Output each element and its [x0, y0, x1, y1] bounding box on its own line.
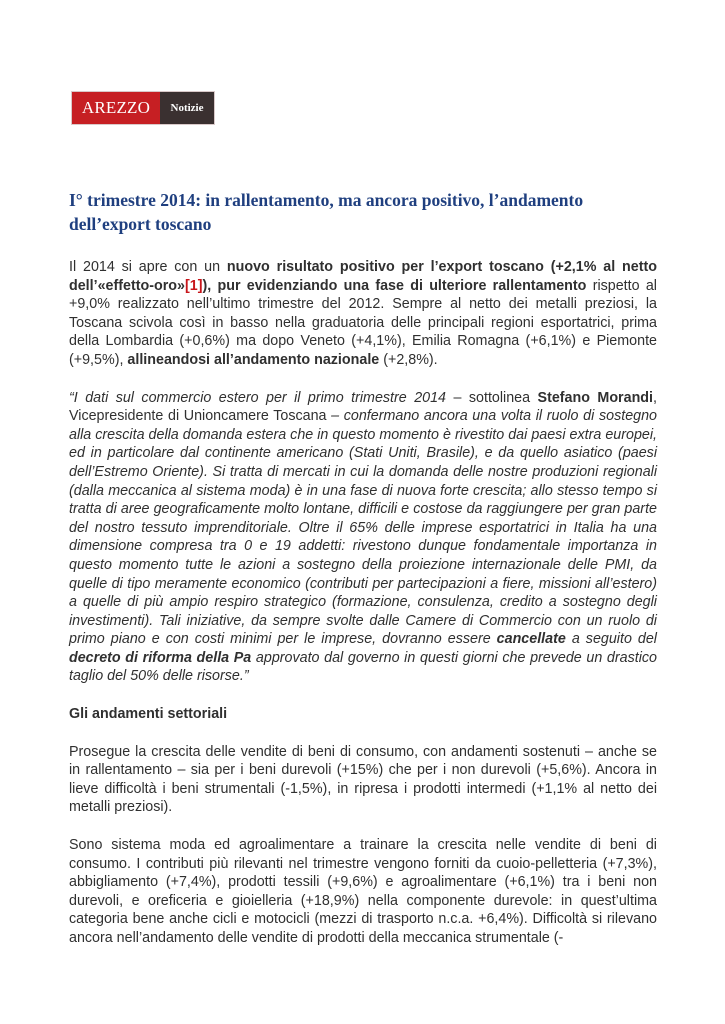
text-run-bold: allineandosi all’andamento nazionale [127, 351, 380, 368]
section-heading: Gli andamenti settoriali [69, 706, 228, 723]
text-run: – sottolinea [446, 389, 538, 406]
paragraph-quote [69, 389, 657, 687]
footnote-link[interactable]: [1] [184, 277, 203, 294]
article-body [69, 258, 657, 967]
quote-run-bold: decreto di riforma della Pa [69, 649, 252, 666]
quote-run: a seguito del [565, 631, 657, 648]
paragraph-sectors-1: Prosegue la crescita delle vendite di beni di consumo, con andamenti sostenuti – anche se in rallentamento – sia per i beni durevoli (+15%) che per i non durevoli (+5,6%). Ancora in lieve difficoltà i beni strumentali (-1,5%), in ripresa i prodotti intermedi (+1,1% al netto dei metalli preziosi). [69, 743, 657, 816]
quote-run: – confermano ancora una volta il ruolo di sostegno alla crescita della domanda estera che in questo momento è rivestito dai paesi extra europei, ed in particolare dal continente americano (Stati Uniti, Brasile), e da quello asiatico (paesi dell’Estremo Oriente). Si tratta di mercati in cui la domanda delle nostre produzioni regionali (dalla meccanica al sistema moda) è in una fase di nuova forte crescita; allo stesso tempo si tratta di aree geograficamente molto lontane, difficili e costose da raggiungere per gran parte del nostro tessuto imprenditoriale. Oltre il 65% delle imprese esportatrici in Italia ha una dimensione compresa tra 0 e 19 addetti: rivestono dunque fondamentale importanza in questo momento tutte le azioni a sostegno della proiezione internazionale delle PMI, da quelle di tipo meramente economico (contributi per partecipazioni a fiere, missioni all’estero) a quelle di più ampio respiro strategico (formazione, consulenza, credito a sostegno degli investimenti). Tali iniziative, da sempre svolte dalle Camere di Commercio con un ruolo di primo piano e con costi minimi per le imprese, dovranno essere [69, 408, 657, 648]
speaker-name: Stefano Morandi [537, 389, 654, 406]
text-run: rispetto al +9,0% realizzato nell’ultimo trimestre del 2012. Sempre al netto dei metalli preziosi, la Toscana scivola così in basso nella graduatoria delle principali regioni esportatrici, prima della Lombardia (+0,6%) ma dopo Veneto (+4,1%), Emilia Romagna (+6,1%) e Piemonte (+9,5%), [69, 277, 657, 368]
quote-run-bold: cancellate [496, 631, 566, 648]
text-run: , Vicepresidente di Unioncamere Toscana [69, 389, 657, 425]
text-run: Il 2014 si apre con un [69, 259, 227, 275]
quote-run: “I dati sul commercio estero per il primo trimestre 2014 [69, 389, 446, 406]
arezzo-notizie-logo [72, 92, 214, 124]
logo-sub-text: Notizie [160, 92, 214, 124]
text-run: (+2,8%). [379, 351, 438, 368]
paragraph-intro [69, 258, 657, 370]
logo-main-text: AREZZO [72, 92, 160, 124]
paragraph-sectors-2: Sono sistema moda ed agroalimentare a trainare la crescita nelle vendite di beni di consumo. I contributi più rilevanti nel trimestre vengono forniti da cuoio-pelletteria (+7,3%), abbigliamento (+7,4%), prodotti tessili (+9,6%) e agroalimentare (+6,1%) tra i beni non durevoli, e oreficeria e gioielleria (+18,9%) nella componente durevole: in quest’ultima categoria bene anche cicli e motocicli (mezzi di trasporto n.c.a. +6,4%). Difficoltà si rilevano ancora nell’andamento delle vendite di prodotti della meccanica strumentale (- [69, 837, 657, 946]
text-run-bold: ), pur evidenziando una fase di ulteriore rallentamento [202, 277, 587, 294]
text-run-bold: nuovo risultato positivo per l’export toscano (+2,1% al netto dell’«effetto-oro» [69, 259, 657, 294]
article-title: I° trimestre 2014: in rallentamento, ma ancora positivo, l’andamento dell’export toscano [69, 190, 584, 234]
quote-run: approvato dal governo in questi giorni che prevede un drastico taglio del 50% delle risorse.” [69, 649, 657, 685]
